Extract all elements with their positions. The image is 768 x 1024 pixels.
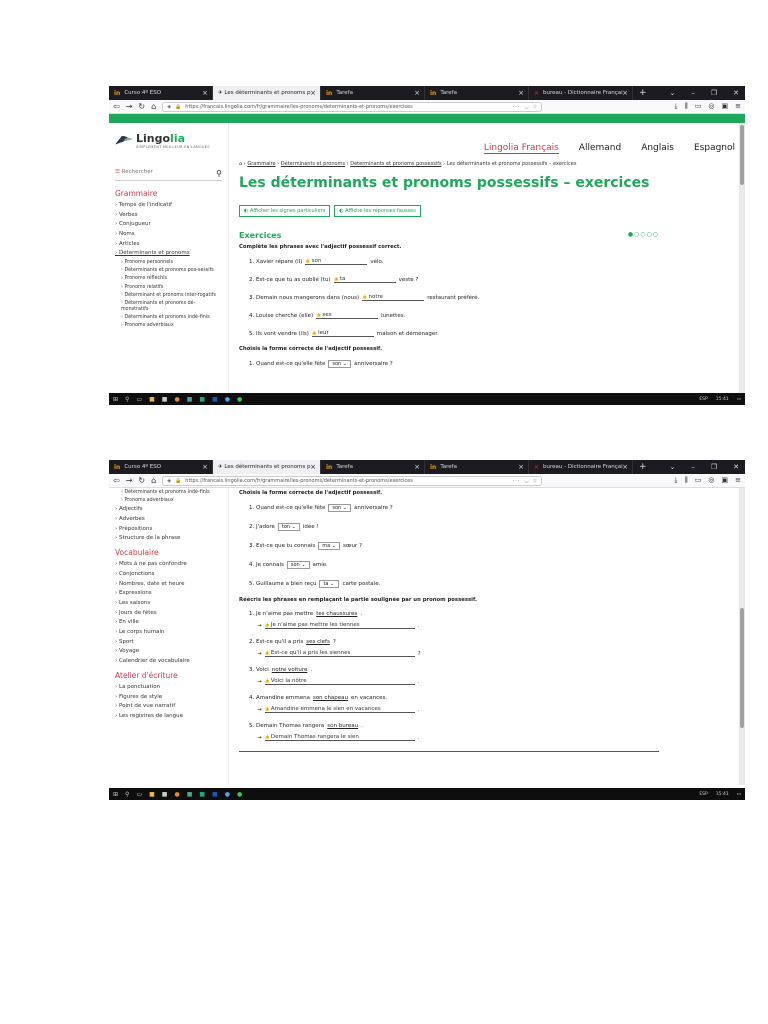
menu-icon[interactable]: ≡ bbox=[735, 102, 741, 110]
sidebar-item[interactable]: › Déterminants et pronoms indé-finis bbox=[115, 490, 222, 496]
toggle-wrong-answers[interactable]: ◐ Affiche les réponses fausses bbox=[334, 205, 421, 217]
firefox-icon[interactable]: ● bbox=[174, 395, 180, 403]
sidebar-item[interactable]: › Pronoms relatifs bbox=[115, 285, 222, 291]
sidebar-heading: Vocabulaire bbox=[115, 548, 159, 558]
answer-field[interactable]: 👍 Voici la nôtre bbox=[265, 678, 415, 685]
sidebar bbox=[109, 123, 229, 393]
exercise-question bbox=[249, 695, 745, 701]
answer-row bbox=[257, 734, 745, 741]
exercise-question bbox=[249, 312, 745, 319]
question-text: maison et déménager. bbox=[376, 330, 439, 337]
lingolia-icon: in bbox=[326, 463, 333, 471]
star-icon[interactable]: ☆ bbox=[532, 477, 538, 484]
arrow-icon: → bbox=[257, 734, 262, 741]
search-field[interactable]: ☰ Rechercher ⚲ bbox=[115, 169, 222, 181]
close-icon[interactable]: × bbox=[518, 463, 524, 471]
screenshot-icon[interactable]: ◎ bbox=[708, 102, 715, 110]
home-icon[interactable]: ⌂ bbox=[151, 102, 157, 111]
sidebar-item[interactable]: › Déterminant et pronoms inter-rogatifs bbox=[115, 293, 222, 299]
exercise-question bbox=[249, 580, 745, 588]
site-header-bar bbox=[109, 114, 745, 123]
underlined-phrase: ses clefs bbox=[306, 639, 330, 645]
answer-field[interactable]: 👍 son bbox=[305, 258, 367, 265]
toggle-row bbox=[239, 205, 745, 217]
tab-curso[interactable]: in Curso 4º ESO × bbox=[109, 86, 213, 100]
lingolia-icon: in bbox=[326, 89, 333, 97]
url-bar[interactable]: ◈ 🔒 https://francais.lingolia.com/fr/grammaire/les-pronoms/determinants-et-pronoms/exercises ··· ◡ ☆ bbox=[162, 102, 542, 112]
answer-select[interactable]: son ⌄ bbox=[328, 504, 351, 512]
sidebar-list bbox=[115, 202, 222, 329]
close-icon[interactable]: × bbox=[622, 89, 628, 97]
sidebar-item[interactable]: › Déterminants et pronoms pos-sessifs bbox=[115, 268, 222, 274]
word-icon[interactable]: ■ bbox=[212, 395, 218, 403]
question-text: anniversaire ? bbox=[354, 361, 393, 367]
tab-curso[interactable]: in Curso 4º ESO × bbox=[109, 460, 213, 474]
sidebar-item[interactable]: › Nombres, date et heure bbox=[115, 581, 222, 588]
sidebar-item[interactable]: › Pronoms adverbiaux bbox=[115, 323, 222, 329]
page-title: Les déterminants et pronoms possessifs – exercices bbox=[239, 175, 650, 191]
download-icon[interactable]: ⤓ bbox=[674, 476, 678, 484]
answer-row bbox=[257, 706, 745, 713]
sidebar-item[interactable]: › Sport bbox=[115, 639, 222, 646]
sidebar-item[interactable]: › Pronoms personnels bbox=[115, 260, 222, 266]
question-text: . bbox=[361, 723, 363, 729]
logo-bird-icon bbox=[115, 136, 133, 145]
drop-icon[interactable]: ● bbox=[224, 790, 230, 798]
exercise-question bbox=[249, 542, 745, 550]
explorer-icon[interactable]: ■ bbox=[149, 395, 155, 403]
arrow-icon: → bbox=[257, 706, 262, 713]
nav-espagnol[interactable]: Espagnol bbox=[693, 143, 735, 153]
restore-icon[interactable]: ❐ bbox=[710, 463, 718, 471]
question-text: 2. Est-ce que tu as oublié (tu) bbox=[249, 276, 331, 283]
dictionary-icon: ✕ bbox=[534, 463, 540, 471]
sidebar-item[interactable]: › Adjectifs bbox=[115, 506, 222, 513]
reload-icon[interactable]: ↻ bbox=[138, 476, 146, 485]
window-controls bbox=[669, 89, 745, 97]
library-icon[interactable]: ⫼ bbox=[684, 476, 688, 484]
nav-bar bbox=[109, 474, 745, 488]
word-icon[interactable]: ■ bbox=[212, 790, 218, 798]
whatsapp-icon[interactable]: ● bbox=[236, 395, 243, 403]
exercises-heading: Exercices ●○○○○ bbox=[239, 231, 659, 240]
nav-allemand[interactable]: Allemand bbox=[578, 143, 622, 153]
menu-icon[interactable]: ≡ bbox=[735, 476, 741, 484]
app-icon[interactable]: ■ bbox=[186, 395, 193, 403]
minimize-icon[interactable]: – bbox=[691, 89, 695, 97]
new-tab-button[interactable]: + bbox=[639, 462, 647, 472]
close-icon[interactable]: × bbox=[414, 89, 420, 97]
exercise-question bbox=[249, 561, 745, 569]
url-bar[interactable]: ◈ 🔒 https://francais.lingolia.com/fr/grammaire/les-pronoms/déterminants-et-pronoms/exercices ··· ◡ ☆ bbox=[162, 476, 542, 486]
search-icon[interactable]: ⚲ bbox=[125, 395, 130, 403]
tab-tarefa-1[interactable]: in Tarefa × bbox=[321, 460, 425, 474]
main-content bbox=[229, 123, 745, 393]
screenshot-icon[interactable]: ◎ bbox=[708, 476, 715, 484]
taskbar: ⊞ ⚲ ▭ ■ ■ ● ■ ■ ■ ● ● ESP 15:41 ▭ bbox=[109, 788, 745, 800]
question-text: 5. Guillaume a bien reçu bbox=[249, 581, 317, 587]
reader-icon[interactable]: ▭ bbox=[694, 102, 702, 110]
exercise-question bbox=[249, 258, 745, 265]
answer-row bbox=[257, 650, 745, 657]
pocket-icon[interactable]: ◡ bbox=[524, 477, 529, 484]
question-text: en vacances. bbox=[351, 695, 388, 701]
exercise-instruction: Choisis la forme correcte de l'adjectif possessif. bbox=[239, 346, 383, 352]
screenshot-bottom bbox=[109, 460, 745, 800]
arrow-icon: → bbox=[257, 650, 262, 657]
answer-field[interactable]: 👍 Je n'aime pas mettre les tiennes bbox=[265, 622, 415, 629]
sidebar-item[interactable]: › Structure de la phrase bbox=[115, 535, 222, 542]
scrollbar[interactable] bbox=[739, 123, 745, 393]
toolbar bbox=[674, 102, 741, 111]
lingolia-icon: in bbox=[430, 89, 437, 97]
sidebar-item[interactable]: › Adverbes bbox=[115, 516, 222, 523]
store-icon[interactable]: ■ bbox=[161, 395, 168, 403]
home-icon[interactable]: ⌂ bbox=[151, 476, 157, 485]
question-text: 2. J'adore bbox=[249, 524, 275, 530]
whatsapp-icon[interactable]: ● bbox=[236, 790, 243, 798]
reader-icon[interactable]: ▭ bbox=[694, 476, 702, 484]
sidebar-item[interactable]: › Figures de style bbox=[115, 694, 222, 701]
task-view-icon[interactable]: ▭ bbox=[136, 395, 143, 403]
answer-row bbox=[257, 622, 745, 629]
sidebar-item[interactable]: › Mots à ne pas confondre bbox=[115, 561, 222, 568]
nav-anglais[interactable]: Anglais bbox=[641, 143, 674, 153]
tab-tarefa-2[interactable]: in Tarefa × bbox=[425, 86, 529, 100]
extension-icon[interactable]: ▣ bbox=[721, 476, 729, 484]
store-icon[interactable]: ■ bbox=[161, 790, 168, 798]
forward-icon[interactable]: → bbox=[125, 102, 133, 111]
question-text: 5. Ils vont vendre (ils) bbox=[249, 330, 309, 337]
exercise-question bbox=[249, 667, 745, 673]
sidebar-list bbox=[115, 490, 222, 542]
sidebar-item[interactable]: › Conjonctions bbox=[115, 571, 222, 578]
sidebar-item[interactable]: › Expressions bbox=[115, 590, 222, 597]
question-text: 1. Quand est-ce qu'elle fête bbox=[249, 361, 326, 367]
toggle-icon: ◐ bbox=[244, 208, 250, 214]
lock-icon: 🔒 bbox=[175, 103, 182, 110]
nav-bar bbox=[109, 100, 745, 114]
answer-row bbox=[257, 678, 745, 685]
sidebar-item[interactable]: › Pronoms adverbiaux bbox=[115, 498, 222, 504]
windows-icon[interactable]: ⊞ bbox=[113, 790, 119, 798]
question-text: . bbox=[310, 667, 313, 673]
excel-icon[interactable]: ■ bbox=[199, 790, 206, 798]
exercise-question bbox=[249, 504, 745, 512]
sidebar-item[interactable]: › Déterminants et pronoms indé-finis bbox=[115, 315, 222, 321]
shield-icon: ◈ bbox=[167, 103, 172, 110]
question-text: 4. Je connais bbox=[249, 562, 284, 568]
underlined-phrase: tes chaussures bbox=[316, 611, 358, 617]
underlined-phrase: notre voiture bbox=[271, 667, 308, 673]
site-content bbox=[109, 123, 745, 393]
sidebar-item[interactable]: › Déterminants et pronoms dé-monstratifs bbox=[115, 301, 222, 313]
tab-determinants[interactable]: ✈ Les déterminants et pronoms p × bbox=[213, 460, 321, 474]
pin-icon: ✈ bbox=[218, 464, 225, 470]
question-text: anniversaire ? bbox=[354, 505, 393, 511]
sidebar bbox=[109, 488, 229, 785]
exercise-instruction: Choisis la forme correcte de l'adjectif possessif. bbox=[239, 490, 383, 496]
firefox-icon[interactable]: ● bbox=[174, 790, 180, 798]
question-text: lunettes. bbox=[381, 312, 406, 319]
chevron-down-icon[interactable]: ⌄ bbox=[669, 89, 676, 97]
question-text: . bbox=[417, 734, 420, 741]
minimize-icon[interactable]: – bbox=[691, 463, 695, 471]
tab-bar bbox=[109, 86, 745, 100]
star-icon[interactable]: ☆ bbox=[532, 103, 538, 110]
close-icon[interactable]: × bbox=[414, 463, 420, 471]
sidebar-item[interactable]: › Temps de l'indicatif bbox=[115, 202, 222, 209]
exercise-question bbox=[249, 330, 745, 337]
question-text: . bbox=[417, 678, 420, 685]
exercise-question bbox=[249, 294, 745, 301]
answer-field[interactable]: 👍 leur bbox=[312, 330, 374, 337]
sidebar-item[interactable]: › Noms bbox=[115, 231, 222, 238]
search-icon[interactable]: ⚲ bbox=[216, 169, 222, 178]
exercise-pager[interactable]: ●○○○○ bbox=[627, 231, 659, 238]
exercise-question bbox=[249, 523, 745, 531]
home-icon[interactable]: ⌂ bbox=[239, 161, 243, 167]
forward-icon[interactable]: → bbox=[125, 476, 133, 485]
divider bbox=[239, 751, 659, 752]
sidebar-item[interactable]: › Calendrier de vocabulaire bbox=[115, 658, 222, 665]
toggle-special-signs[interactable]: ◐ Afficher les signes particuliers bbox=[239, 205, 330, 217]
question-text: . bbox=[360, 611, 363, 617]
close-window-icon[interactable]: ✕ bbox=[733, 463, 739, 471]
sidebar-item[interactable]: › Le corps humain bbox=[115, 629, 222, 636]
new-tab-button[interactable]: + bbox=[639, 88, 647, 98]
answer-select[interactable]: ton ⌄ bbox=[278, 523, 300, 531]
tab-tarefa-2[interactable]: in Tarefa × bbox=[425, 460, 529, 474]
close-window-icon[interactable]: ✕ bbox=[733, 89, 739, 97]
close-icon[interactable]: × bbox=[202, 463, 208, 471]
tab-dictionnaire[interactable]: ✕ bureau - Dictionnaire Françai × bbox=[529, 86, 633, 100]
logo[interactable]: Lingolia SIMPLEMENT MEILLEUR EN LANGUES bbox=[115, 127, 222, 153]
answer-select[interactable]: son ⌄ bbox=[328, 360, 351, 368]
screenshot-top bbox=[109, 86, 745, 424]
vocab-list bbox=[115, 561, 222, 665]
windows-icon[interactable]: ⊞ bbox=[113, 395, 119, 403]
question-text: ? bbox=[417, 650, 421, 657]
notification-icon[interactable]: ▭ bbox=[736, 396, 741, 402]
sidebar-heading: Atelier d'écriture bbox=[115, 670, 178, 680]
explorer-icon[interactable]: ■ bbox=[149, 790, 155, 798]
answer-field[interactable]: 👍 ta bbox=[334, 276, 396, 283]
answer-select[interactable]: son ⌄ bbox=[287, 561, 310, 569]
question-text: 2. Est-ce qu'il a pris bbox=[249, 639, 304, 645]
answer-field[interactable]: 👍 Amandine emmena le sien en vacances bbox=[265, 706, 415, 713]
close-icon[interactable]: × bbox=[310, 89, 316, 97]
exercise-question bbox=[249, 360, 745, 368]
sidebar-item[interactable]: › Articles bbox=[115, 241, 222, 248]
exercise-question bbox=[249, 723, 745, 729]
sidebar-item[interactable]: › Point de vue narratif bbox=[115, 703, 222, 710]
breadcrumb: ⌂ › Grammaire › Déterminants et pronoms › Déterminants et pronoms possessifs › Les déterminants et pronoms possessifs – exercices bbox=[239, 161, 577, 167]
answer-field[interactable]: 👍 notre bbox=[362, 294, 424, 301]
writing-list bbox=[115, 684, 222, 720]
underlined-phrase: son chapeau bbox=[312, 695, 349, 701]
close-icon[interactable]: × bbox=[622, 463, 628, 471]
pin-icon: ✈ bbox=[218, 90, 225, 96]
answer-select[interactable]: ma ⌄ bbox=[318, 542, 340, 550]
exercise-3 bbox=[239, 611, 745, 741]
search-icon[interactable]: ⚲ bbox=[125, 790, 130, 798]
question-text: 3. Voici bbox=[249, 667, 269, 673]
sidebar-item[interactable]: › Verbes bbox=[115, 212, 222, 219]
exercise-question bbox=[249, 639, 745, 645]
menu-icon: ☰ bbox=[115, 169, 120, 175]
question-text: veste ? bbox=[398, 276, 419, 283]
library-icon[interactable]: ⫼ bbox=[684, 102, 688, 110]
question-text: . bbox=[417, 622, 420, 629]
question-text: 4. Amandine emmena bbox=[249, 695, 310, 701]
window-controls bbox=[669, 463, 745, 471]
question-text: idée ! bbox=[302, 524, 319, 530]
close-icon[interactable]: × bbox=[518, 89, 524, 97]
notification-icon[interactable]: ▭ bbox=[736, 791, 741, 797]
back-icon[interactable]: ⇦ bbox=[113, 102, 120, 111]
tab-dictionnaire[interactable]: ✕ bureau - Dictionnaire Françai × bbox=[529, 460, 633, 474]
underlined-phrase: son bureau bbox=[327, 723, 359, 729]
sidebar-item[interactable]: › Voyage bbox=[115, 648, 222, 655]
sidebar-item[interactable]: › Jours de fêtes bbox=[115, 610, 222, 617]
main-content bbox=[229, 488, 745, 785]
sidebar-item[interactable]: › Déterminants et pronoms bbox=[115, 250, 222, 257]
chevron-down-icon[interactable]: ⌄ bbox=[669, 463, 676, 471]
download-icon[interactable]: ⤓ bbox=[674, 102, 678, 110]
question-text: 5. Demain Thomas rangera bbox=[249, 723, 325, 729]
sidebar-item[interactable]: › Pronoms réfléchis bbox=[115, 276, 222, 282]
exercise-instruction: Réécris les phrases en remplaçant la partie soulignée par un pronom possessif. bbox=[239, 597, 477, 603]
top-nav bbox=[484, 143, 735, 154]
sidebar-item[interactable]: › En ville bbox=[115, 619, 222, 626]
question-text: vélo. bbox=[370, 258, 384, 265]
extension-icon[interactable]: ▣ bbox=[721, 102, 729, 110]
close-icon[interactable]: × bbox=[310, 463, 316, 471]
exercise-1 bbox=[239, 258, 745, 337]
arrow-icon: → bbox=[257, 678, 262, 685]
app-icon[interactable]: ■ bbox=[186, 790, 193, 798]
shield-icon: ◈ bbox=[167, 477, 172, 484]
arrow-icon: → bbox=[257, 622, 262, 629]
exercise-instruction: Complète les phrases avec l'adjectif possessif correct. bbox=[239, 244, 402, 250]
exercise-2 bbox=[239, 504, 745, 588]
tab-determinants[interactable]: ✈ Les déterminants et pronoms p × bbox=[213, 86, 321, 100]
question-text: . bbox=[417, 706, 420, 713]
site-content bbox=[109, 488, 745, 785]
close-icon[interactable]: × bbox=[202, 89, 208, 97]
toggle-icon: ◐ bbox=[339, 208, 346, 214]
question-text: 1. Quand est-ce qu'elle fête bbox=[249, 505, 326, 511]
question-text: 4. Louise cherche (elle) bbox=[249, 312, 314, 319]
question-text: 3. Demain nous mangerons dans (nous) bbox=[249, 294, 360, 301]
sidebar-item[interactable]: › Les registres de langue bbox=[115, 713, 222, 720]
dictionary-icon: ✕ bbox=[534, 89, 540, 97]
lock-icon: 🔒 bbox=[175, 477, 182, 484]
task-view-icon[interactable]: ▭ bbox=[136, 790, 143, 798]
sidebar-item[interactable]: › Les saisons bbox=[115, 600, 222, 607]
scrollbar[interactable] bbox=[739, 488, 745, 785]
answer-field[interactable]: 👍 Est-ce qu'il a pris les siennes bbox=[265, 650, 415, 657]
lingolia-icon: in bbox=[430, 463, 437, 471]
question-text: restaurant préféré. bbox=[427, 294, 480, 301]
tab-tarefa-1[interactable]: in Tarefa × bbox=[321, 86, 425, 100]
answer-field[interactable]: 👍 ses bbox=[316, 312, 378, 319]
drop-icon[interactable]: ● bbox=[224, 395, 230, 403]
reload-icon[interactable]: ↻ bbox=[138, 102, 146, 111]
question-text: ? bbox=[332, 639, 336, 645]
exercise-2 bbox=[239, 360, 745, 368]
sidebar-heading: Grammaire bbox=[115, 189, 158, 198]
sidebar-item[interactable]: › Prépositions bbox=[115, 526, 222, 533]
restore-icon[interactable]: ❐ bbox=[710, 89, 718, 97]
question-text: 1. Xavier répare (il) bbox=[249, 258, 303, 265]
question-text: carte postale. bbox=[342, 581, 381, 587]
excel-icon[interactable]: ■ bbox=[199, 395, 206, 403]
tab-bar bbox=[109, 460, 745, 474]
question-text: 1. Je n'aime pas mettre bbox=[249, 611, 314, 617]
lingolia-icon: in bbox=[114, 463, 121, 471]
back-icon[interactable]: ⇦ bbox=[113, 476, 120, 485]
toolbar bbox=[674, 476, 741, 485]
exercise-question bbox=[249, 611, 745, 617]
exercise-question bbox=[249, 276, 745, 283]
lingolia-icon: in bbox=[114, 89, 121, 97]
question-text: amie. bbox=[312, 562, 328, 568]
question-text: 3. Est-ce que tu connais bbox=[249, 543, 316, 549]
sidebar-item[interactable]: › La ponctuation bbox=[115, 684, 222, 691]
question-text: sœur ? bbox=[342, 543, 362, 549]
pocket-icon[interactable]: ◡ bbox=[524, 103, 529, 110]
answer-field[interactable]: 👍 Demain Thomas rangera le sien bbox=[265, 734, 415, 741]
nav-francais[interactable]: Lingolia Français bbox=[483, 143, 559, 153]
sidebar-item[interactable]: › Conjugueur bbox=[115, 221, 222, 228]
taskbar: ⊞ ⚲ ▭ ■ ■ ● ■ ■ ■ ● ● ESP 15:41 ▭ bbox=[109, 393, 745, 405]
answer-select[interactable]: ta ⌄ bbox=[319, 580, 339, 588]
